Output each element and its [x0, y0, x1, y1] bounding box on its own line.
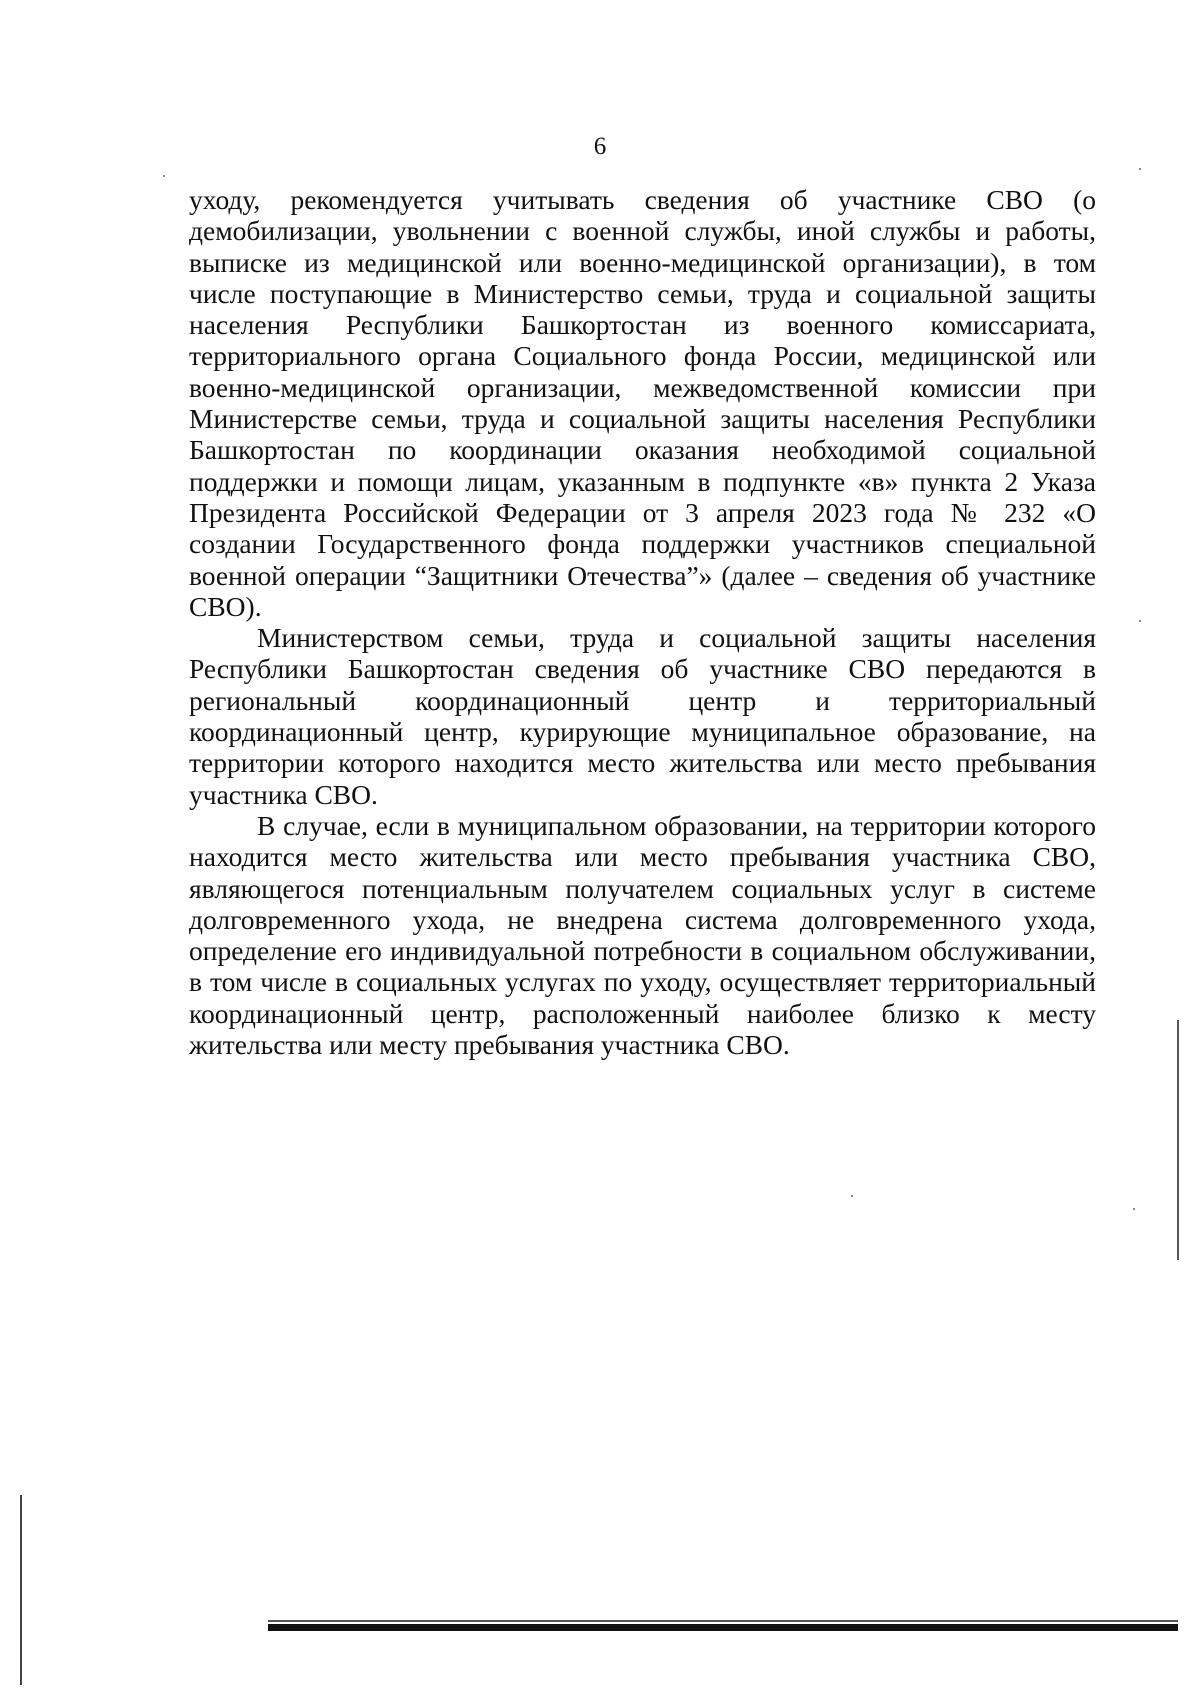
- scan-bottom-bar: [268, 1624, 1178, 1631]
- scan-speck: [851, 1195, 853, 1197]
- paragraph-continuation: уходу, рекомендуется учитывать сведения об участнике СВО (о демобилизации, увольнении с военной службы, иной службы и работы, выписке из медицинской или военно-медицинской организации), в том числе поступающие в Министерство семьи, труда и социальной защиты населения Республики Башкортостан из военного комиссариата, территориального органа Социального фонда России, медицинской или военно-медицинской организации, межведомственной комиссии при Министерстве семьи, труда и социальной защиты населения Республики Башкортостан по координации оказания необходимой социальной поддержки и помощи лицам, указанным в подпункте «в» пункта 2 Указа Президента Российской Федерации от 3 апреля 2023 года № 232 «О создании Государственного фонда поддержки участников специальной военной операции “Защитники Отечества”» (далее – сведения об участнике СВО).: [189, 184, 1096, 622]
- document-body: [189, 184, 1096, 1060]
- page-number: 6: [593, 133, 607, 160]
- scan-bottom-line: [268, 1620, 1178, 1622]
- paragraph-territorial-center: В случае, если в муниципальном образовании, на территории которого находится место жительства или место пребывания участника СВО, являющегося потенциальным получателем социальных услуг в системе долговременного ухода, не внедрена система долговременного ухода, определение его индивидуальной потребности в социальном обслуживании, в том числе в социальных услугах по уходу, осуществляет территориальный координационный центр, расположенный наиболее близко к месту жительства или месту пребывания участника СВО.: [189, 809, 1096, 1061]
- paragraph-ministry-transfer: Министерством семьи, труда и социальной защиты населения Республики Башкортостан сведения об участнике СВО передаются в региональный координационный центр и территориальный координационный центр, курирующие муниципальное образование, на территории которого находится место жительства или место пребывания участника СВО.: [189, 622, 1096, 810]
- scan-speck: [1139, 168, 1141, 170]
- scan-speck: [163, 175, 165, 177]
- scan-edge-line-left: [20, 1495, 22, 1685]
- scan-edge-line-right: [1177, 1020, 1179, 1260]
- scan-speck: [1133, 1208, 1135, 1210]
- scan-speck: [1139, 620, 1141, 622]
